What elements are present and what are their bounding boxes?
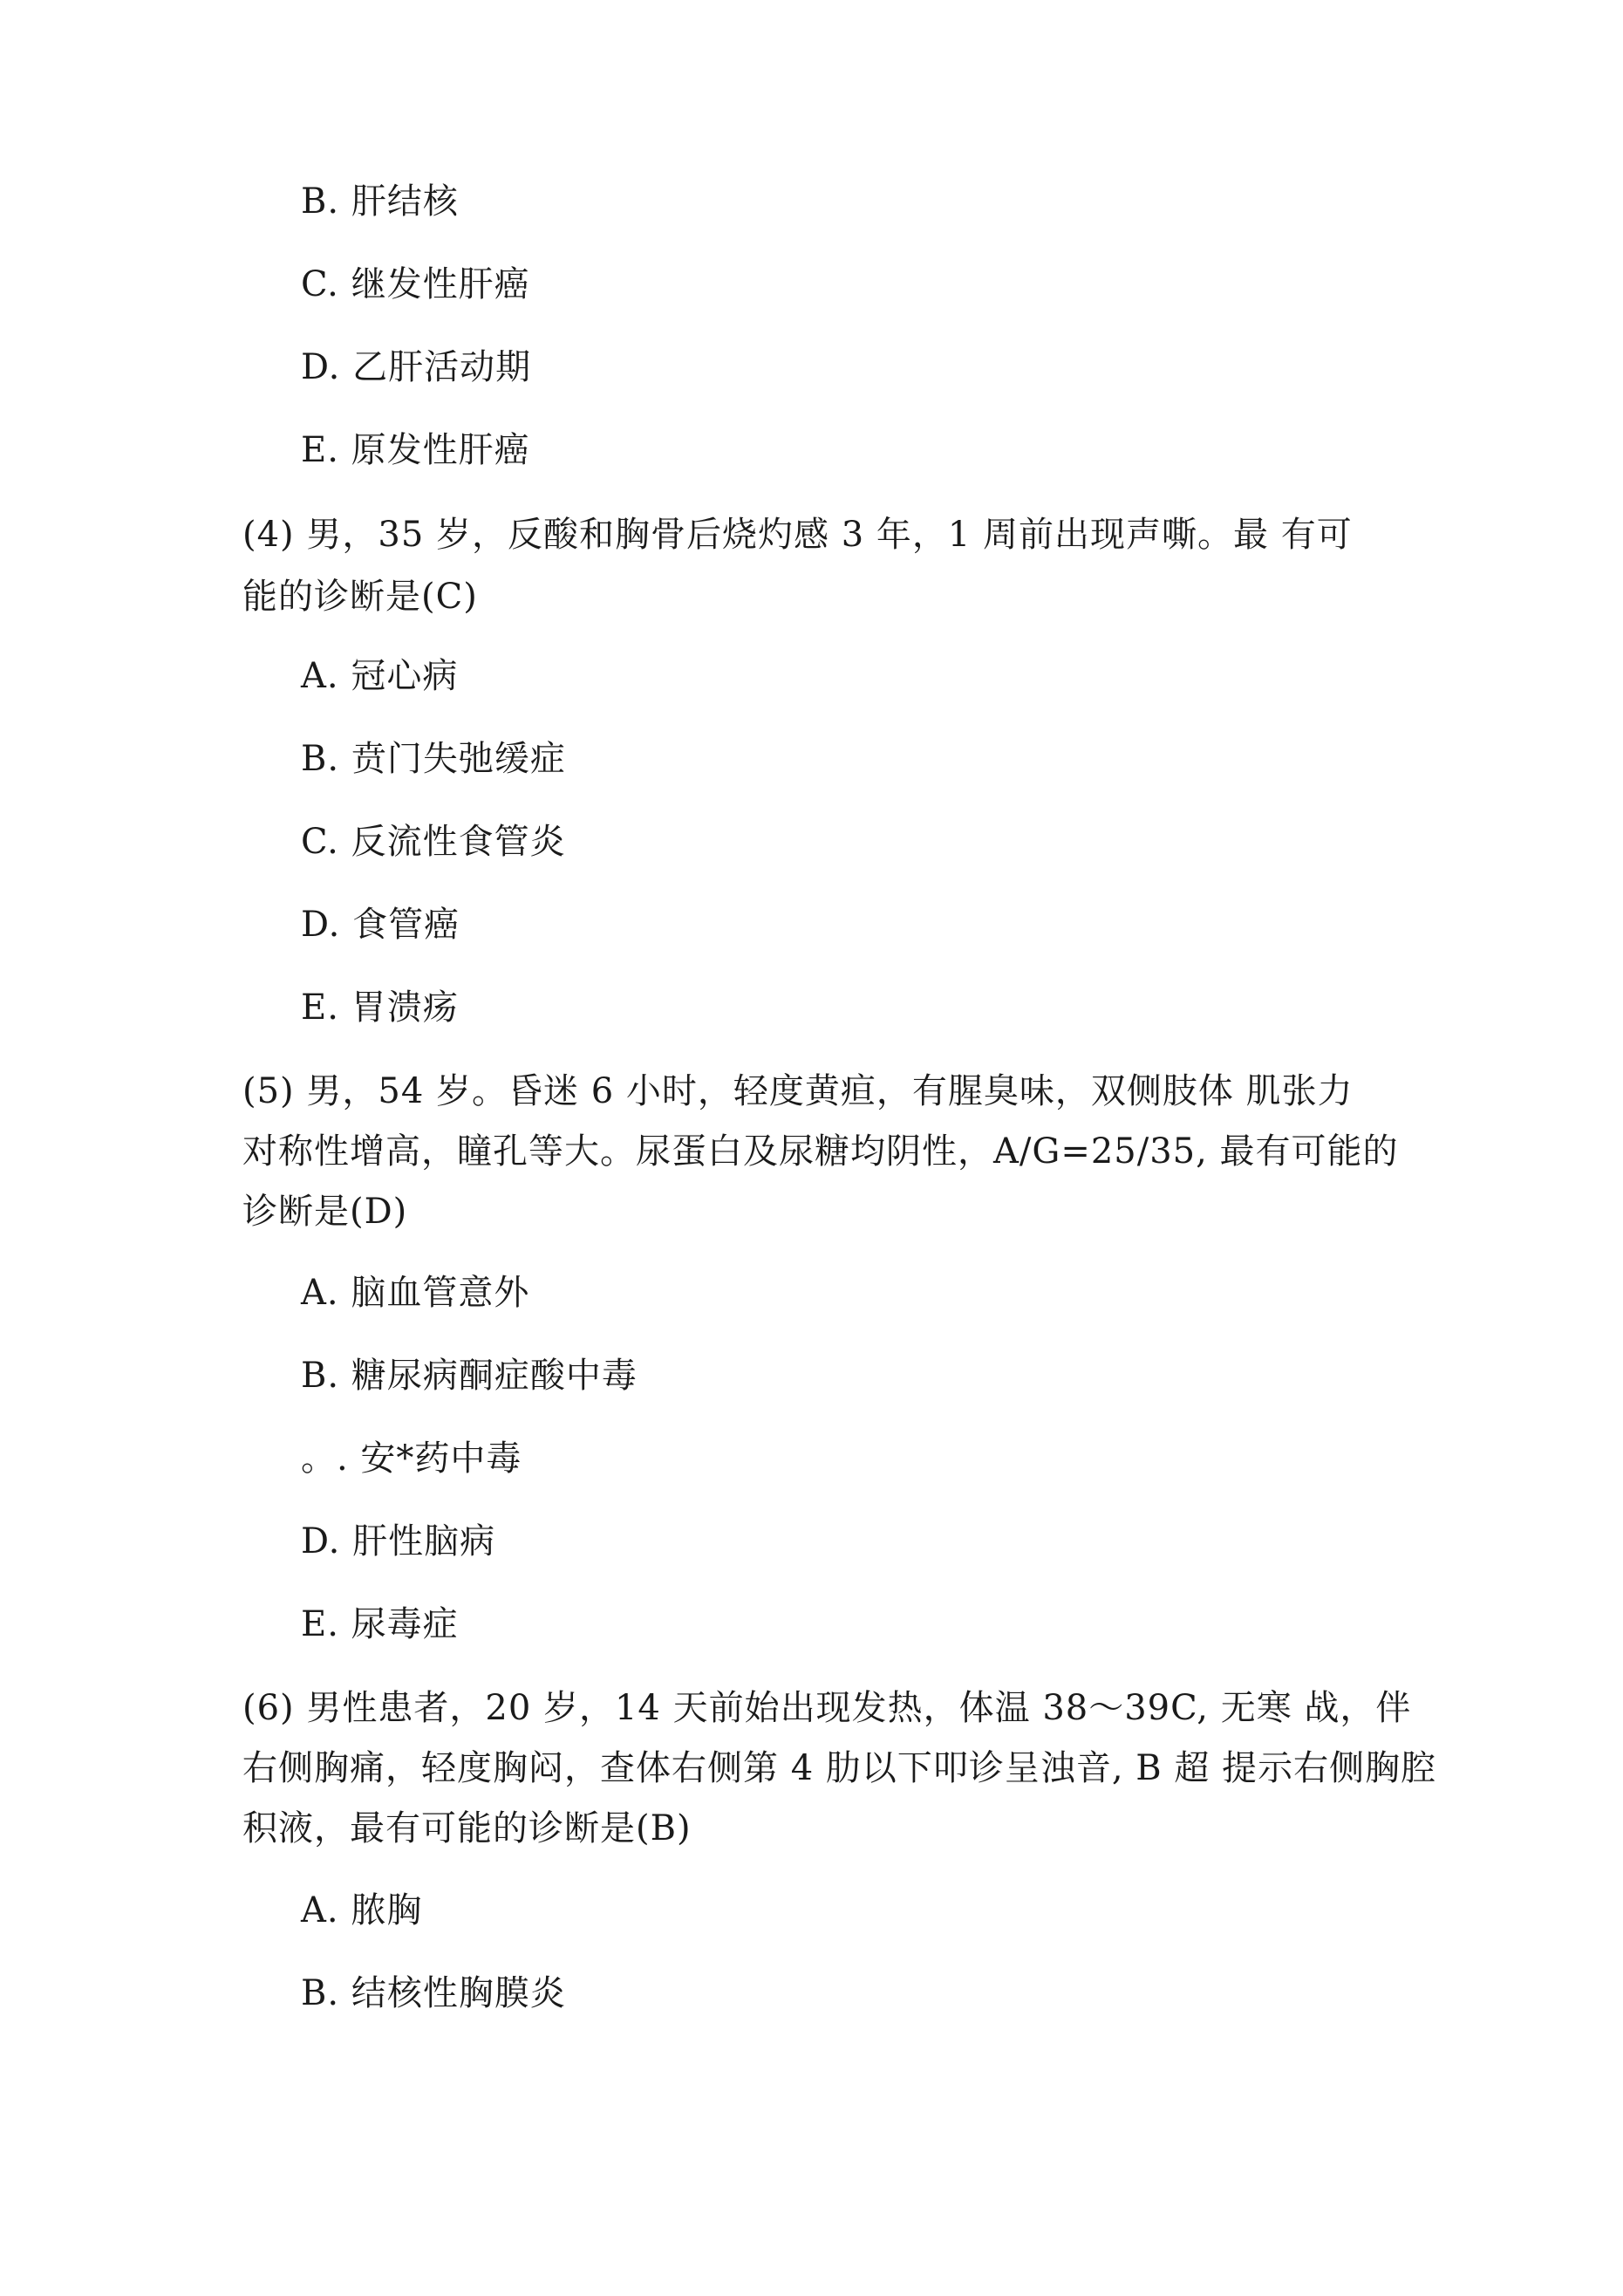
question-5-line-2: 对称性增高，瞳孔等大。尿蛋白及尿糖均阴性，A/G=25/35, 最有可能的: [242, 1131, 1399, 1172]
option-b-diabetic-ketoacidosis: B. 糖尿病酮症酸中毒: [301, 1356, 638, 1396]
option-d-esophageal-cancer: D. 食管癌: [301, 905, 460, 945]
question-6-line-1: (6) 男性患者，20 岁，14 天前始出现发热，体温 38〜39C, 无寒 战，伴: [242, 1688, 1412, 1728]
option-e-gastric-ulcer: E. 胃溃疡: [301, 987, 459, 1028]
question-6-line-2: 右侧胸痛，轻度胸闷，查体右侧第 4 肋以下叩诊呈浊音, B 超 提示右侧胸腔: [242, 1748, 1437, 1788]
question-4-line-2: 能的诊断是(C): [242, 577, 478, 617]
option-a-cerebrovascular-accident: A. 脑血管意外: [301, 1273, 530, 1313]
option-e-primary-liver-cancer: E. 原发性肝癌: [301, 430, 530, 470]
option-e-uremia: E. 尿毒症: [301, 1604, 459, 1644]
option-a-empyema: A. 脓胸: [301, 1890, 423, 1930]
option-b-liver-tuberculosis: B. 肝结核: [301, 181, 459, 222]
option-d-active-hepatitis-b: D. 乙肝活动期: [301, 347, 532, 387]
question-6-line-3: 积液，最有可能的诊断是(B): [242, 1808, 692, 1848]
option-b-achalasia: B. 贲门失弛缓症: [301, 739, 566, 779]
question-4-line-1: (4) 男，35 岁，反酸和胸骨后烧灼感 3 年，1 周前出现声嘶。最 有可: [242, 515, 1353, 555]
option-c-secondary-liver-cancer: C. 继发性肝癌: [301, 264, 530, 304]
question-5-line-3: 诊断是(D): [242, 1192, 408, 1232]
question-5-line-1: (5) 男，54 岁。昏迷 6 小时，轻度黄疸，有腥臭味，双侧肢体 肌张力: [242, 1071, 1354, 1111]
option-c-drug-poisoning: 。. 安*药中毒: [301, 1438, 522, 1479]
option-b-tuberculous-pleurisy: B. 结核性胸膜炎: [301, 1973, 566, 2013]
option-c-reflux-esophagitis: C. 反流性食管炎: [301, 822, 566, 862]
option-d-hepatic-encephalopathy: D. 肝性脑病: [301, 1521, 496, 1561]
option-a-coronary-heart-disease: A. 冠心病: [301, 656, 459, 696]
